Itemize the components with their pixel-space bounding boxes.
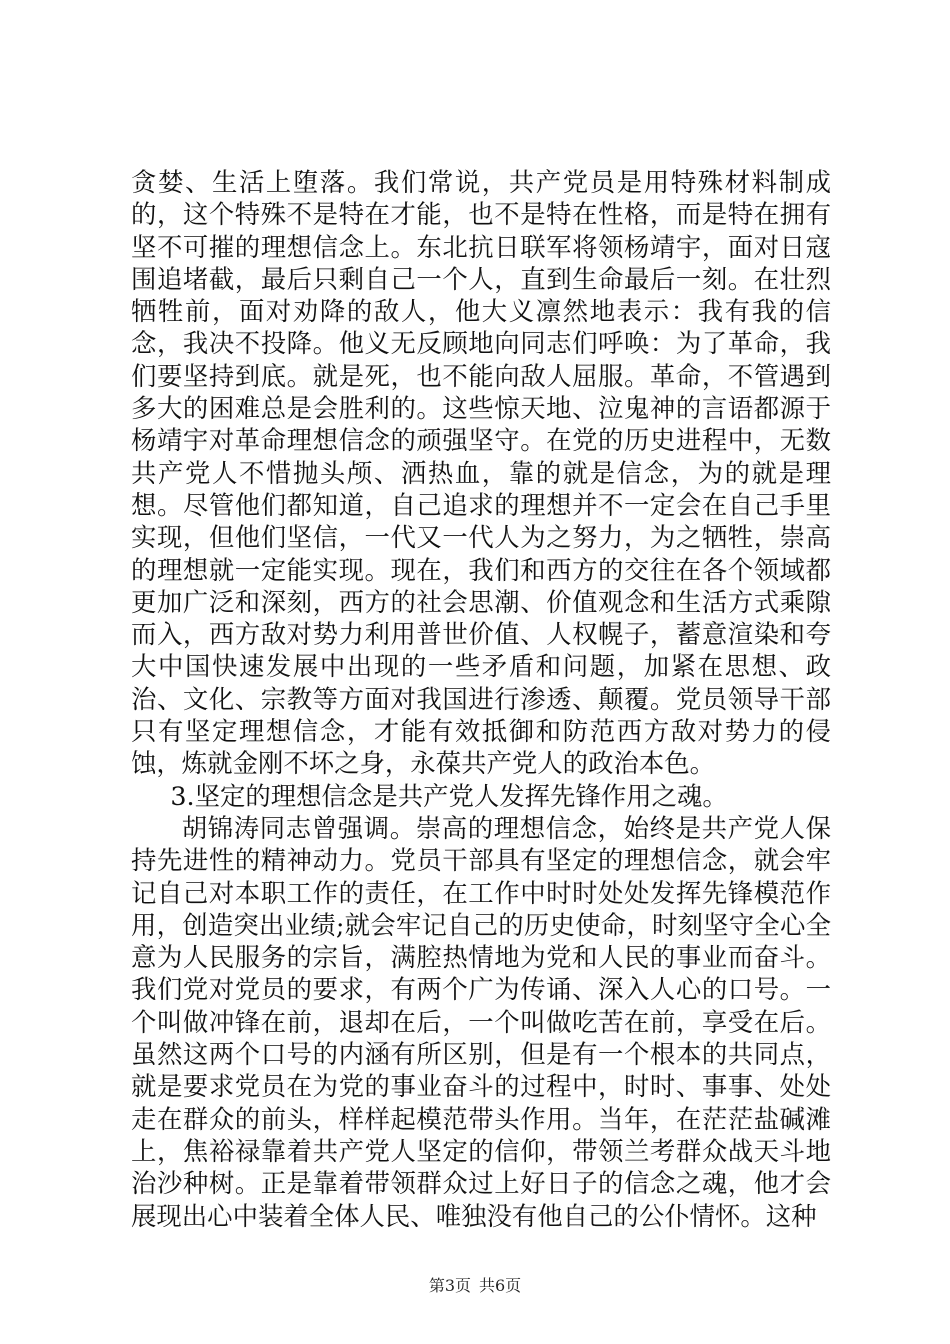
page-number: 第3页 <box>428 1276 471 1295</box>
body-paragraph-2: 胡锦涛同志曾强调。崇高的理想信念，始终是共产党人保持先进性的精神动力。党员干部具有坚定的理想信念，就会牢记自己对本职工作的责任，在工作中时时处处发挥先锋模范作用，创造突出业绩;就会牢记自己的历史使命，时刻坚守全心全意为人民服务的宗旨，满腔热情地为党和人民的事业而奋斗。我们党对党员的要求，有两个广为传诵、深入人心的口号。一个叫做冲锋在前，退却在后，一个叫做吃苦在前，享受在后。虽然这两个口号的内涵有所区别，但是有一个根本的共同点，就是要求党员在为党的事业奋斗的过程中，时时、事事、处处走在群众的前头，样样起模范带头作用。当年，在茫茫盐碱滩上，焦裕禄靠着共产党人坚定的信仰，带领兰考群众战天斗地治沙种树。正是靠着带领群众过上好日子的信念之魂，他才会展现出心中装着全体人民、唯独没有他自己的公仆情怀。这种 <box>131 812 831 1231</box>
page-total: 共6页 <box>479 1276 522 1295</box>
document-body <box>131 166 831 1232</box>
section-heading-3: 3.坚定的理想信念是共产党人发挥先锋作用之魂。 <box>170 780 728 811</box>
page-footer <box>0 1276 950 1296</box>
body-paragraph-1: 贪婪、生活上堕落。我们常说，共产党员是用特殊材料制成的，这个特殊不是特在才能，也不是特在性格，而是特在拥有坚不可摧的理想信念上。东北抗日联军将领杨靖宇，面对日寇围追堵截，最后只剩自己一个人，直到生命最后一刻。在壮烈牺牲前，面对劝降的敌人，他大义凛然地表示：我有我的信念，我决不投降。他义无反顾地向同志们呼唤：为了革命，我们要坚持到底。就是死，也不能向敌人屈服。革命，不管遇到多大的困难总是会胜利的。这些惊天地、泣鬼神的言语都源于杨靖宇对革命理想信念的顽强坚守。在党的历史进程中，无数共产党人不惜抛头颅、洒热血，靠的就是信念，为的就是理想。尽管他们都知道，自己追求的理想并不一定会在自己手里实现，但他们坚信，一代又一代人为之努力，为之牺牲，崇高的理想就一定能实现。现在，我们和西方的交往在各个领域都更加广泛和深刻，西方的社会思潮、价值观念和生活方式乘隙而入，西方敌对势力利用普世价值、人权幌子，蓄意渲染和夸大中国快速发展中出现的一些矛盾和问题，加紧在思想、政治、文化、宗教等方面对我国进行渗透、颠覆。党员领导干部只有坚定理想信念，才能有效抵御和防范西方敌对势力的侵蚀，炼就金刚不坏之身，永葆共产党人的政治本色。 <box>131 167 831 779</box>
